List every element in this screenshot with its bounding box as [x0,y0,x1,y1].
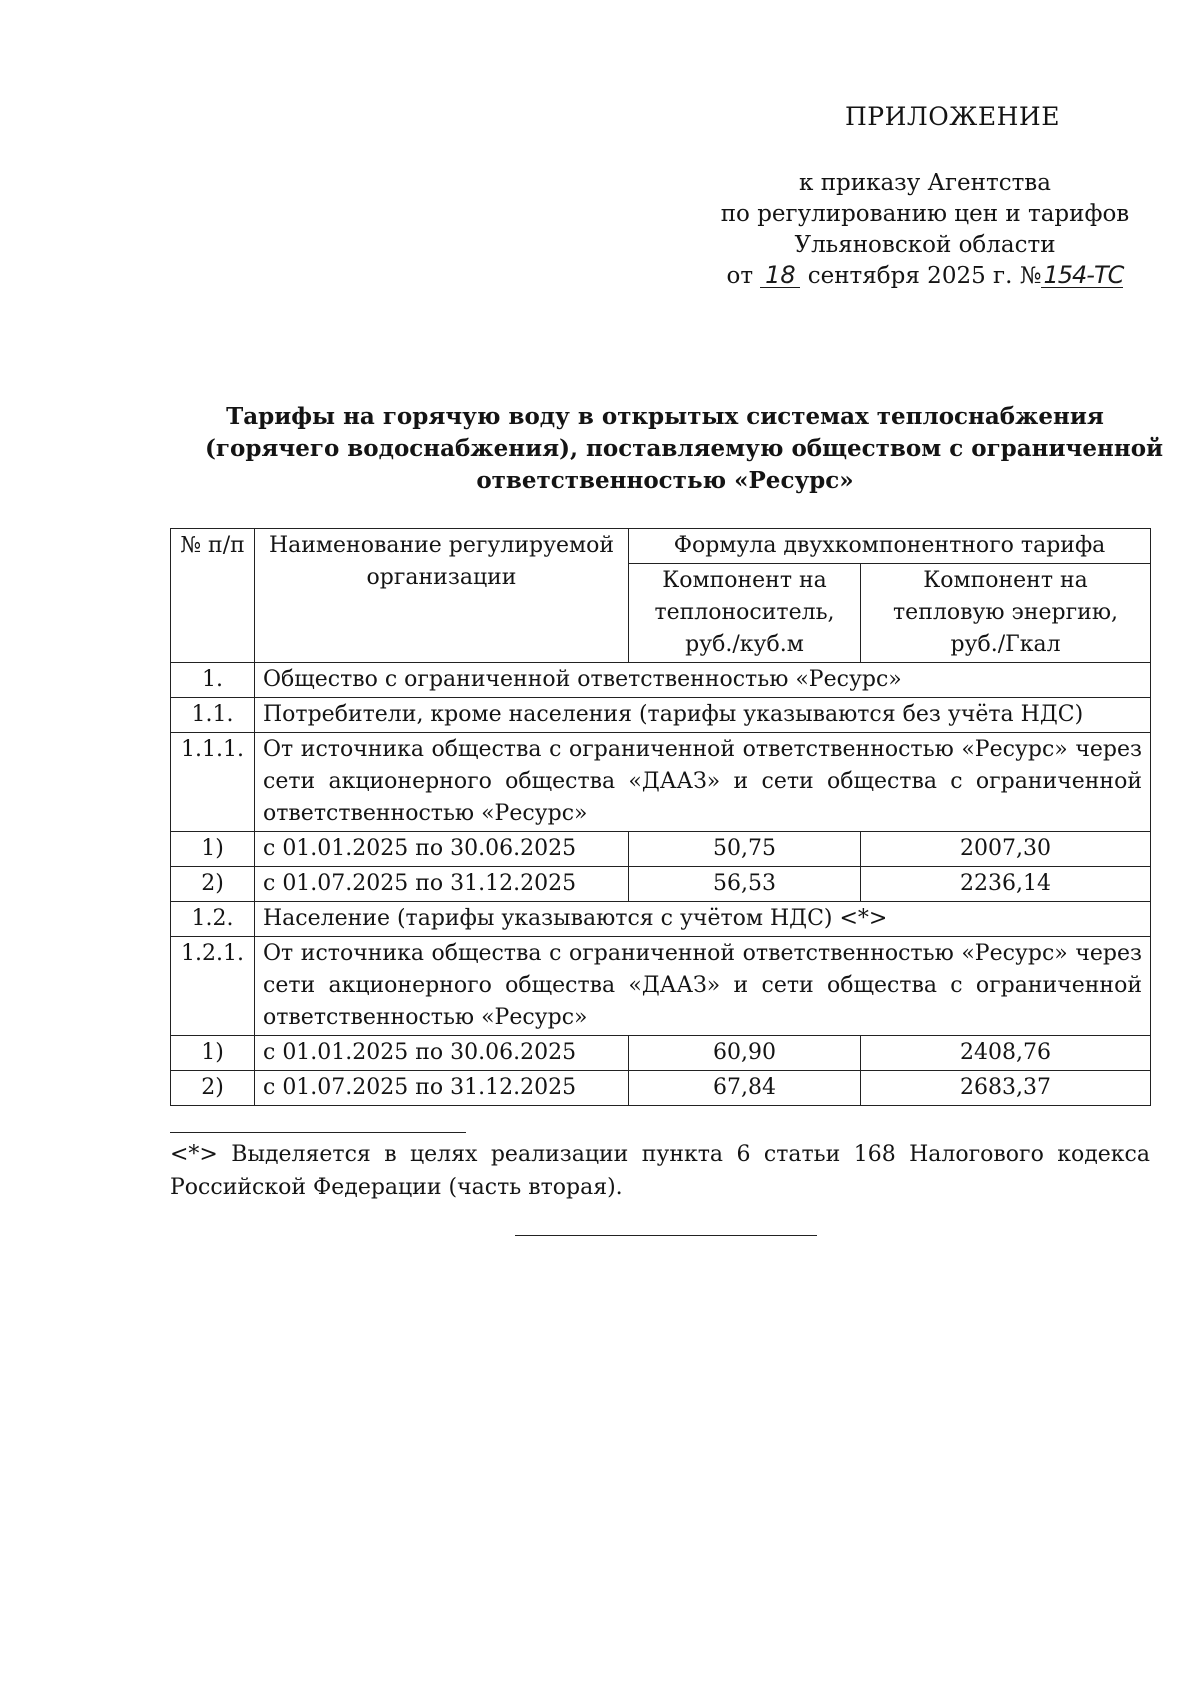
table-row [171,1036,1151,1071]
table-header-row [171,529,1151,564]
date-rest: сентября 2025 г. № [807,263,1042,289]
title-line-3: ответственностью «Ресурс» [476,467,854,494]
handwritten-day: 18 [760,263,800,288]
header-organization: Наименование регулируемой организации [255,529,629,663]
order-reference [700,168,1150,292]
row-period: с 01.07.2025 по 31.12.2025 [255,867,629,902]
row-energy-value: 2683,37 [861,1071,1151,1106]
footnote-divider [170,1132,466,1133]
row-energy-value: 2236,14 [861,867,1151,902]
header-num: № п/п [171,529,255,663]
order-date-line [700,261,1150,292]
row-text: Население (тарифы указываются с учётом НДС) <*> [255,902,1151,937]
row-text: От источника общества с ограниченной ответственностью «Ресурс» через сети акционерного общества «ДААЗ» и сети общества с ограниченной ответственностью «Ресурс» [255,733,1151,832]
header-energy-component: Компонент на тепловую энергию, руб./Гкал [861,564,1151,663]
table-row [171,1071,1151,1106]
row-period: с 01.07.2025 по 31.12.2025 [255,1071,629,1106]
table-row [171,937,1151,1036]
table-row [171,663,1151,698]
row-carrier-value: 56,53 [629,867,861,902]
row-num: 1) [171,1036,255,1071]
title-line-2: (горячего водоснабжения), поставляемую обществом с ограниченной [205,435,1164,462]
table-row [171,733,1151,832]
end-divider [515,1235,817,1236]
header-formula: Формула двухкомпонентного тарифа [629,529,1151,564]
order-line-3: Ульяновской области [794,232,1056,258]
row-num: 2) [171,1071,255,1106]
row-carrier-value: 60,90 [629,1036,861,1071]
row-text: Потребители, кроме населения (тарифы указываются без учёта НДС) [255,698,1151,733]
row-period: с 01.01.2025 по 30.06.2025 [255,1036,629,1071]
row-num: 1.2. [171,902,255,937]
row-carrier-value: 67,84 [629,1071,861,1106]
row-num: 1. [171,663,255,698]
row-energy-value: 2007,30 [861,832,1151,867]
document-title [205,401,1164,497]
row-text: От источника общества с ограниченной ответственностью «Ресурс» через сети акционерного общества «ДААЗ» и сети общества с ограниченной ответственностью «Ресурс» [255,937,1151,1036]
header-carrier-component: Компонент на теплоноситель, руб./куб.м [629,564,861,663]
date-prefix: от [726,263,754,289]
table-row [171,867,1151,902]
table-row [171,832,1151,867]
row-num: 1.2.1. [171,937,255,1036]
order-line-1: к приказу Агентства [799,170,1051,196]
footnote-text: <*> Выделяется в целях реализации пункта 6 статьи 168 Налогового кодекса Российской Федерации (часть вторая). [170,1142,1150,1200]
order-line-2: по регулированию цен и тарифов [720,201,1130,227]
row-carrier-value: 50,75 [629,832,861,867]
table-row [171,698,1151,733]
row-num: 2) [171,867,255,902]
row-text: Общество с ограниченной ответственностью «Ресурс» [255,663,1151,698]
row-energy-value: 2408,76 [861,1036,1151,1071]
tariff-table [170,528,1151,1106]
handwritten-order-number: 154-ТС [1043,261,1124,289]
row-num: 1.1. [171,698,255,733]
title-line-1: Тарифы на горячую воду в открытых системах теплоснабжения [226,403,1104,430]
row-num: 1.1.1. [171,733,255,832]
row-num: 1) [171,832,255,867]
row-period: с 01.01.2025 по 30.06.2025 [255,832,629,867]
appendix-label: ПРИЛОЖЕНИЕ [845,102,1060,131]
table-row [171,902,1151,937]
